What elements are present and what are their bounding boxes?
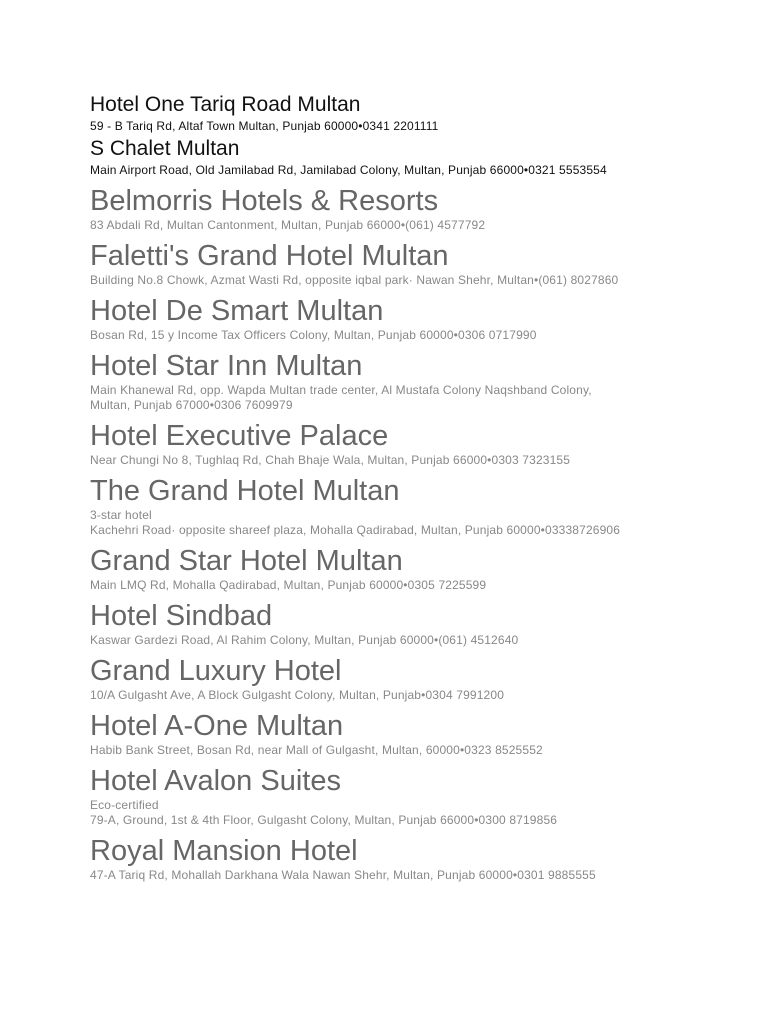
hotel-entry xyxy=(90,654,750,703)
hotel-address: Building No.8 Chowk, Azmat Wasti Rd, opposite iqbal park· Nawan Shehr, Multan•(061) 8027860 xyxy=(90,273,619,287)
hotel-address: 79-A, Ground, 1st & 4th Floor, Gulgasht Colony, Multan, Punjab 66000•0300 8719856 xyxy=(90,813,558,827)
hotel-name: Grand Luxury Hotel xyxy=(90,655,342,687)
hotel-address: Kachehri Road· opposite shareef plaza, Mohalla Qadirabad, Multan, Punjab 60000•03338726906 xyxy=(90,523,621,537)
hotel-address: Main Airport Road, Old Jamilabad Rd, Jamilabad Colony, Multan, Punjab 66000•0321 5553554 xyxy=(90,163,607,177)
hotel-name: Faletti's Grand Hotel Multan xyxy=(90,240,449,272)
hotel-entry xyxy=(90,239,750,288)
hotel-name: The Grand Hotel Multan xyxy=(90,475,400,507)
hotel-address: Bosan Rd, 15 y Income Tax Officers Colony, Multan, Punjab 60000•0306 0717990 xyxy=(90,328,537,342)
hotel-entry xyxy=(90,599,750,648)
hotel-entry xyxy=(90,544,750,593)
hotel-entry xyxy=(90,184,750,233)
hotel-address: Kaswar Gardezi Road, Al Rahim Colony, Multan, Punjab 60000•(061) 4512640 xyxy=(90,633,519,647)
hotel-name: S Chalet Multan xyxy=(90,137,240,160)
hotel-address: 59 - B Tariq Rd, Altaf Town Multan, Punjab 60000•0341 2201111 xyxy=(90,119,439,133)
hotel-entry xyxy=(90,294,750,343)
hotel-certification: Eco-certified xyxy=(90,798,159,812)
hotel-name: Belmorris Hotels & Resorts xyxy=(90,185,439,217)
hotel-entry xyxy=(90,136,750,178)
hotel-name: Hotel Star Inn Multan xyxy=(90,350,363,382)
hotel-name: Hotel De Smart Multan xyxy=(90,295,384,327)
hotel-name: Hotel A-One Multan xyxy=(90,710,344,742)
hotel-name: Hotel Avalon Suites xyxy=(90,765,341,797)
hotel-address: 10/A Gulgasht Ave, A Block Gulgasht Colony, Multan, Punjab•0304 7991200 xyxy=(90,688,505,702)
hotel-rating: 3-star hotel xyxy=(90,508,152,522)
hotel-address: Near Chungi No 8, Tughlaq Rd, Chah Bhaje Wala, Multan, Punjab 66000•0303 7323155 xyxy=(90,453,571,467)
hotel-entry xyxy=(90,834,750,883)
hotel-address: 83 Abdali Rd, Multan Cantonment, Multan, Punjab 66000•(061) 4577792 xyxy=(90,218,486,232)
hotel-address: Habib Bank Street, Bosan Rd, near Mall of Gulgasht, Multan, 60000•0323 8525552 xyxy=(90,743,543,757)
hotel-entry xyxy=(90,349,750,413)
hotel-address: Main Khanewal Rd, opp. Wapda Multan trade center, Al Mustafa Colony Naqshband Colony, xyxy=(90,383,592,397)
hotel-name: Hotel Sindbad xyxy=(90,600,273,632)
hotel-name: Hotel One Tariq Road Multan xyxy=(90,93,361,116)
hotel-address-continued: Multan, Punjab 67000•0306 7609979 xyxy=(90,398,293,412)
hotel-name: Royal Mansion Hotel xyxy=(90,835,358,867)
hotel-entry xyxy=(90,474,750,538)
document-page xyxy=(90,92,750,883)
hotel-address: Main LMQ Rd, Mohalla Qadirabad, Multan, Punjab 60000•0305 7225599 xyxy=(90,578,487,592)
hotel-entry xyxy=(90,709,750,758)
hotel-entry xyxy=(90,419,750,468)
hotel-name: Hotel Executive Palace xyxy=(90,420,389,452)
hotel-entry xyxy=(90,92,750,134)
hotel-entry xyxy=(90,764,750,828)
hotel-address: 47-A Tariq Rd, Mohallah Darkhana Wala Nawan Shehr, Multan, Punjab 60000•0301 9885555 xyxy=(90,868,596,882)
hotel-name: Grand Star Hotel Multan xyxy=(90,545,403,577)
